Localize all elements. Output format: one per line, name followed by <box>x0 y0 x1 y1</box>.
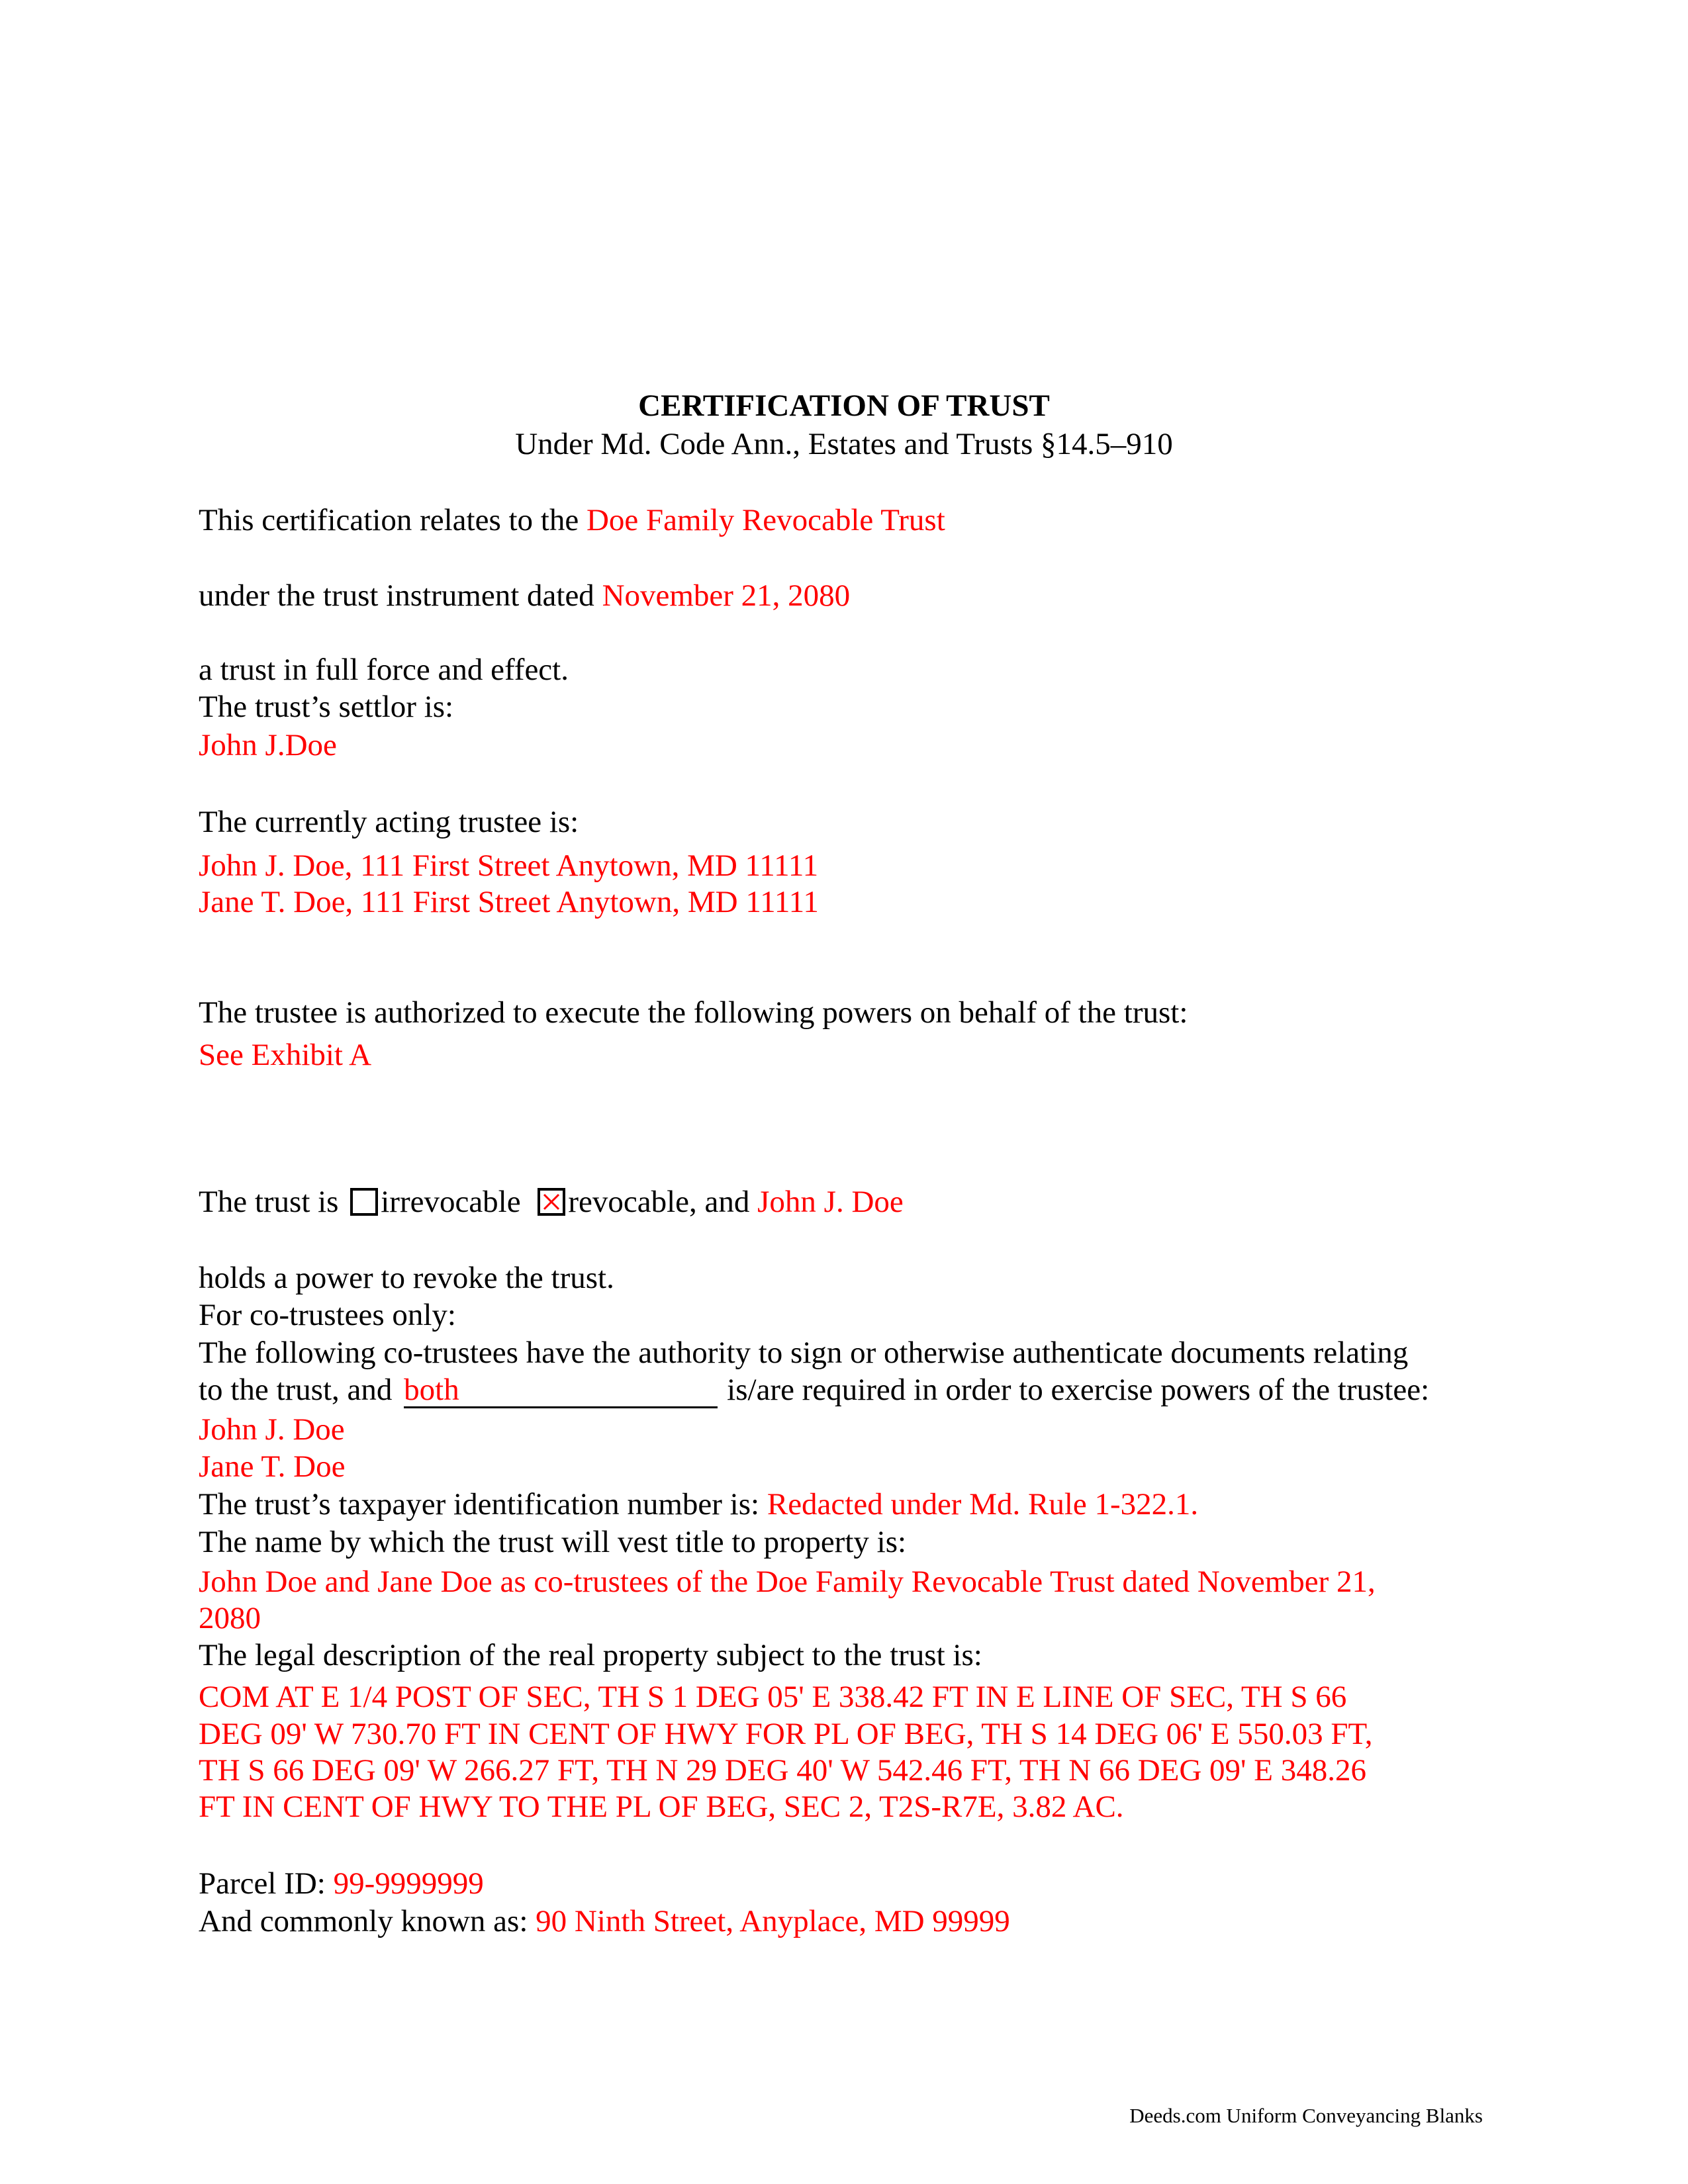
powers-label: The trustee is authorized to execute the following powers on behalf of the trust: <box>199 995 1188 1030</box>
cotrustees-heading: For co-trustees only: <box>199 1298 456 1332</box>
revocable-label: revocable, and <box>568 1185 750 1219</box>
vest-label: The name by which the trust will vest title to property is: <box>199 1525 907 1559</box>
trustee-line-2: Jane T. Doe, 111 First Street Anytown, MD 11111 <box>199 885 819 919</box>
trust-name-value: Doe Family Revocable Trust <box>586 503 945 537</box>
legal-line-4: FT IN CENT OF HWY TO THE PL OF BEG, SEC 2, T2S-R7E, 3.82 AC. <box>199 1790 1124 1824</box>
parcel-line <box>199 1865 484 1902</box>
tin-line <box>199 1486 1198 1523</box>
trust-date-value: November 21, 2080 <box>602 578 851 613</box>
legal-line-1: COM AT E 1/4 POST OF SEC, TH S 1 DEG 05' E 338.42 FT IN E LINE OF SEC, TH S 66 <box>199 1680 1347 1714</box>
page-subtitle: Under Md. Code Ann., Estates and Trusts §14.5–910 <box>515 427 1173 461</box>
cotrustees-line-2-prefix: to the trust, and <box>199 1373 393 1407</box>
tin-label: The trust’s taxpayer identification number is: <box>199 1487 760 1522</box>
irrevocable-label: irrevocable <box>381 1185 521 1219</box>
tin-value: Redacted under Md. Rule 1-322.1. <box>767 1487 1199 1522</box>
cotrustee-name-1: John J. Doe <box>199 1412 345 1447</box>
cotrustees-line-2 <box>199 1371 1429 1408</box>
dated-line <box>199 577 850 614</box>
relates-label: This certification relates to the <box>199 503 579 537</box>
known-as-label: And commonly known as: <box>199 1904 528 1938</box>
cotrustees-line-2-suffix: is/are required in order to exercise powers of the trustee: <box>727 1373 1430 1407</box>
trustee-line-1: John J. Doe, 111 First Street Anytown, MD 11111 <box>199 848 819 883</box>
page-title: CERTIFICATION OF TRUST <box>638 388 1050 423</box>
irrevocable-checkbox[interactable] <box>350 1188 378 1216</box>
revocable-checkbox[interactable] <box>538 1188 565 1216</box>
legal-line-3: TH S 66 DEG 09' W 266.27 FT, TH N 29 DEG 40' W 542.46 FT, TH N 66 DEG 09' E 348.26 <box>199 1753 1366 1788</box>
settlor-value: John J.Doe <box>199 728 337 762</box>
legal-label: The legal description of the real property subject to the trust is: <box>199 1638 982 1672</box>
force-text: a trust in full force and effect. <box>199 653 569 687</box>
parcel-value: 99-9999999 <box>333 1866 484 1901</box>
footer-text: Deeds.com Uniform Conveyancing Blanks <box>1129 2104 1483 2127</box>
cotrustee-name-2: Jane T. Doe <box>199 1449 346 1484</box>
cotrustees-line-1: The following co-trustees have the authority to sign or otherwise authenticate documents relating <box>199 1336 1409 1370</box>
checked-x-icon <box>540 1191 563 1213</box>
known-as-line <box>199 1903 1010 1940</box>
vest-line-1: John Doe and Jane Doe as co-trustees of the Doe Family Revocable Trust dated November 21, <box>199 1565 1376 1599</box>
known-as-value: 90 Ninth Street, Anyplace, MD 99999 <box>536 1904 1010 1938</box>
relates-line <box>199 502 945 539</box>
trustee-label: The currently acting trustee is: <box>199 805 579 839</box>
revoke-holder-value: John J. Doe <box>757 1185 904 1219</box>
revocability-prefix: The trust is <box>199 1185 339 1219</box>
vest-line-2: 2080 <box>199 1601 261 1635</box>
revoke-suffix: holds a power to revoke the trust. <box>199 1261 614 1295</box>
legal-line-2: DEG 09' W 730.70 FT IN CENT OF HWY FOR PL OF BEG, TH S 14 DEG 06' E 550.03 FT, <box>199 1717 1373 1751</box>
required-signers-field: both <box>404 1373 718 1408</box>
revocability-line <box>199 1183 904 1220</box>
settlor-label: The trust’s settlor is: <box>199 690 454 724</box>
dated-label: under the trust instrument dated <box>199 578 594 613</box>
powers-value: See Exhibit A <box>199 1038 372 1072</box>
parcel-label: Parcel ID: <box>199 1866 326 1901</box>
